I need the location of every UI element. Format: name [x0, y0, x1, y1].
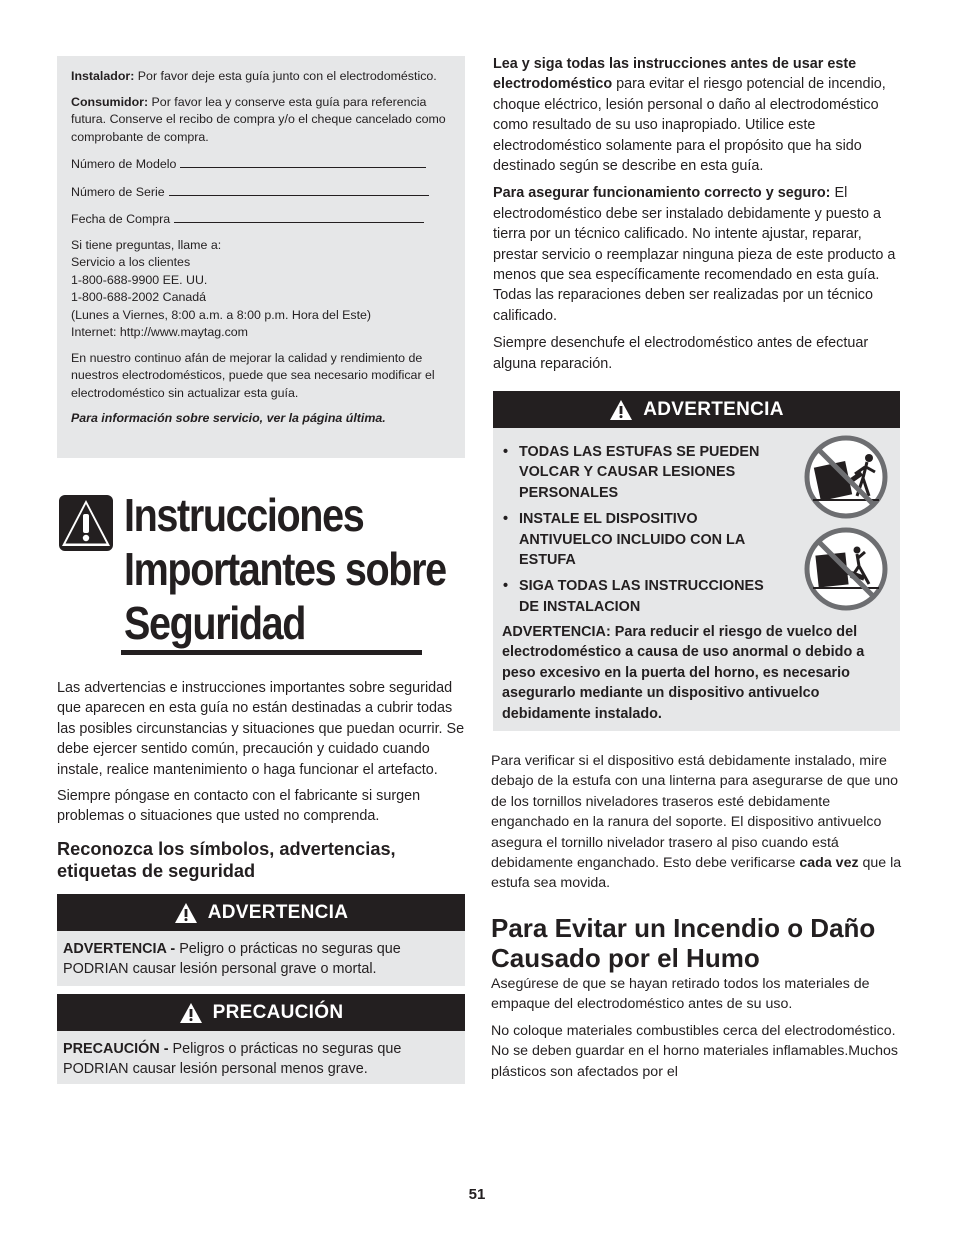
consumer-text: Por favor lea y conserve esta guía para referencia futura. Conserve el recibo de compra y/o el cheque cancelado como comprobante de compra. — [71, 94, 446, 144]
list-item: • TODAS LAS ESTUFAS SE PUEDEN VOLCAR Y CAUSAR LESIONES PERSONALES — [493, 442, 773, 503]
tip-warning-note: ADVERTENCIA: Para reducir el riesgo de vuelco del electrodoméstico a causa de uso anormal o debido a peso excesivo en la puerta del horno, es necesario asegurarlo mediante un dispositivo antivuelco debidamente instalado. — [502, 624, 865, 722]
title-underline — [121, 650, 422, 655]
service-hours: (Lunes a Viernes, 8:00 a.m. a 8:00 p.m. Hora del Este) — [71, 307, 372, 322]
list-item: • INSTALE EL DISPOSITIVO ANTIVUELCO INCLUIDO CON LA ESTUFA — [493, 509, 773, 570]
model-number-field[interactable] — [180, 154, 426, 168]
fire-section-heading: Para Evitar un Incendio o Daño Causado por el Humo — [491, 913, 876, 973]
phone-canada: 1-800-688-2002 Canadá — [71, 290, 207, 304]
phone-us: 1-800-688-9900 EE. UU. — [71, 272, 208, 287]
unplug-note: Siempre desenchufe el electrodoméstico antes de efectuar alguna reparación. — [493, 335, 869, 372]
installer-label: Instalador: — [71, 69, 135, 83]
proper-operation-text: El electrodoméstico debe ser instalado debidamente y puesto a tierra por un técnico calificado. No intente ajustar, reparar, prestar servicio o reemplazar ninguna pieza de este producto a menos que sea específicamente recomendado en esta guía. Todas las reparaciones deben ser realizadas por un técnico calificado. — [493, 185, 896, 324]
lead-text: para evitar el riesgo potencial de incendio, choque eléctrico, lesión personal o daño al electrodoméstico como resultado de su uso inapropiado. Utilice este electrodoméstico solamente para el propósito que ha sido destinado según se describe en esta guía. — [493, 76, 886, 175]
improvement-note: En nuestro continuo afán de mejorar la calidad y rendimiento de nuestros electrodomésticos, puede que sea necesario modificar el electrodoméstico sin actualizar esta guía. — [71, 350, 435, 400]
intro-text — [57, 678, 465, 833]
no-climbing-door-pictogram-icon — [803, 526, 889, 612]
warning-triangle-icon — [609, 399, 633, 421]
verify-bold: cada vez — [799, 855, 859, 872]
intro-paragraph-1: Las advertencias e instrucciones importantes sobre seguridad que aparecen en esta guía no están destinadas a cubrir todas las posibles circunstancias y situaciones que puedan ocurrir. Se debe ejercer sentido común, precaución y cuidado cuando instale, realice mantenimiento o haga funcionar el artefacto. — [57, 680, 465, 778]
page-number: 51 — [468, 1186, 486, 1203]
proper-operation-bold: Para asegurar funcionamiento correcto y seguro: — [493, 185, 831, 202]
warning-text: Peligro o prácticas no seguras que PODRIAN causar lesión personal grave o mortal. — [63, 941, 401, 978]
tip-warning-banner — [493, 391, 900, 428]
warning-banner — [57, 894, 465, 931]
fire-section-text — [491, 974, 901, 1088]
list-item: • SIGA TODAS LAS INSTRUCCIONES DE INSTALACION — [493, 576, 773, 617]
caution-term: PRECAUCIÓN - — [63, 1041, 169, 1057]
tip-warning-box — [493, 428, 900, 731]
caution-banner — [57, 994, 465, 1031]
fire-paragraph-2: No coloque materiales combustibles cerca del electrodoméstico. No se deben guardar en el horno materiales inflamables.Muchos plásticos son afectados por el — [491, 1022, 898, 1080]
installer-text: Por favor deje esta guía junto con el electrodoméstico. — [137, 69, 437, 83]
model-number-line: Número de Modelo — [71, 154, 451, 174]
symbols-heading: Reconozca los símbolos, advertencias, etiquetas de seguridad — [57, 839, 396, 881]
verify-anti-tip-text: Para verificar si el dispositivo está debidamente instalado, mire debajo de la estufa con una linterna para asegurarse de que uno de los tornillos niveladores traseros esté debidamente enganchado en la ranura del soporte. El dispositivo antivuelco asegura el tornillo nivelador trasero al piso cuando está debidamente enganchado. Esto debe verificarse cada vez que la estufa sea movida. — [491, 753, 902, 892]
serial-number-line: Número de Serie — [71, 182, 451, 202]
warning-triangle-icon — [174, 902, 198, 924]
caution-banner-label: PRECAUCIÓN — [212, 1001, 344, 1023]
tip-warning-list — [493, 442, 773, 623]
warning-term: ADVERTENCIA - — [63, 941, 176, 957]
warning-banner-label: ADVERTENCIA — [207, 901, 349, 923]
purchase-date-line: Fecha de Compra — [71, 209, 451, 229]
tip-warning-banner-label: ADVERTENCIA — [643, 398, 784, 420]
contact-service: Servicio a los clientes — [71, 255, 191, 269]
lead-bold: Lea y siga todas las instrucciones antes de usar este electrodoméstico — [493, 56, 857, 93]
usage-instructions — [493, 54, 903, 380]
serial-number-field[interactable] — [169, 182, 429, 196]
purchase-date-field[interactable] — [174, 209, 424, 223]
caution-definition — [57, 1031, 465, 1084]
owner-info-box — [57, 56, 465, 458]
intro-paragraph-2: Siempre póngase en contacto con el fabricante si surgen problemas o situaciones que usted no comprenda. — [57, 788, 421, 825]
warning-triangle-icon — [58, 494, 114, 552]
contact-block — [71, 237, 451, 342]
fire-paragraph-1: Asegúrese de que se hayan retirado todos los materiales de empaque del electrodoméstico antes de su uso. — [491, 976, 870, 1013]
warning-triangle-icon — [179, 1002, 203, 1024]
caution-text: Peligros o prácticas no seguras que PODRIAN causar lesión personal menos grave. — [63, 1041, 402, 1078]
page-title: Instrucciones Importantes sobre Seguridad — [124, 489, 446, 649]
internet-link[interactable]: Internet: http://www.maytag.com — [71, 325, 248, 339]
no-tipping-pictogram-icon — [803, 434, 889, 520]
consumer-label: Consumidor: — [71, 94, 149, 109]
warning-definition — [57, 931, 465, 986]
contact-intro: Si tiene preguntas, llame a: — [71, 237, 222, 252]
service-note: Para información sobre servicio, ver la página última. — [71, 411, 386, 425]
